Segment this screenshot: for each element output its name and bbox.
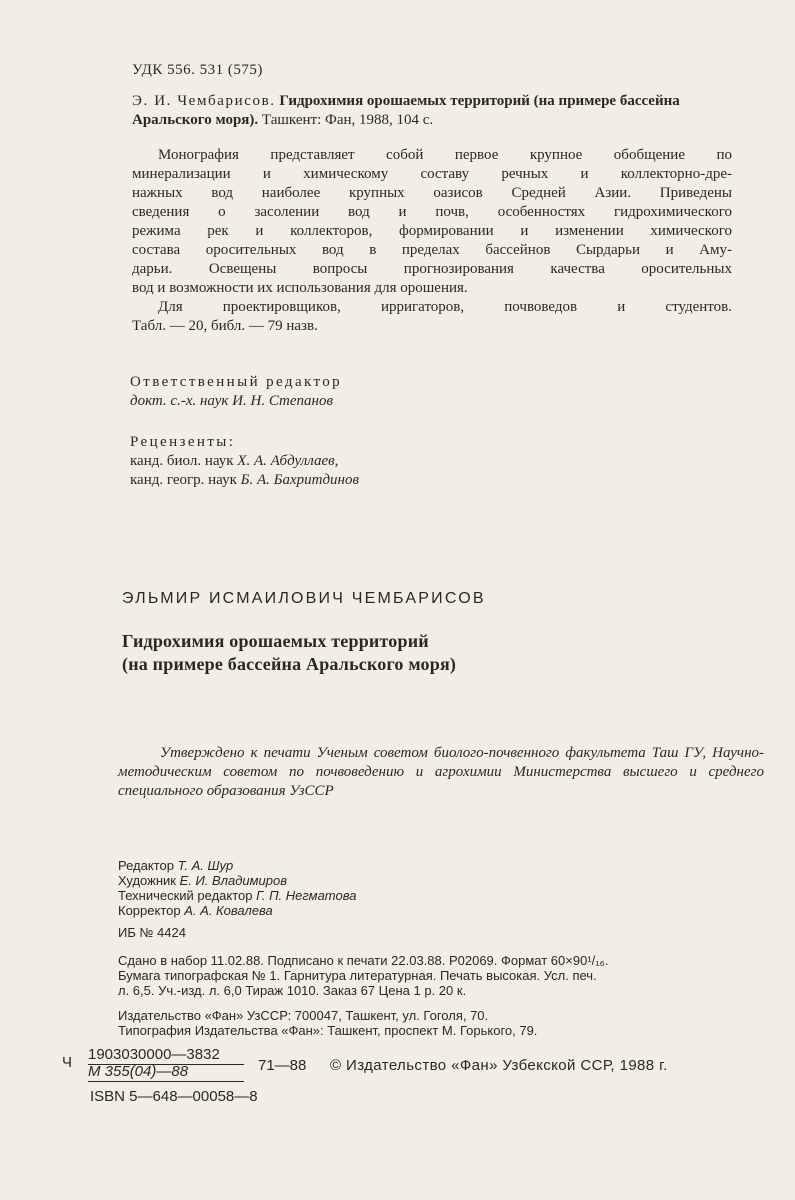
printing-house-line: Типография Издательства «Фан»: Ташкент, проспект М. Горького, 79. xyxy=(118,1023,538,1038)
abstract-line: нажных вод наиболее крупных оазисов Средней Азии. Приведены xyxy=(132,185,732,201)
staff-role: Корректор xyxy=(118,903,181,918)
tables-bibliography-count: Табл. — 20, библ. — 79 назв. xyxy=(132,318,318,334)
citation-publication: Ташкент: Фан, 1988, 104 с. xyxy=(261,112,434,128)
staff-role: Редактор xyxy=(118,858,174,873)
book-title xyxy=(122,630,456,676)
imprint-denominator: М 355(04)—88 xyxy=(88,1063,244,1082)
print-detail-line: Сдано в набор 11.02.88. Подписано к печати 22.03.88. Р02069. Формат 60×90¹/₁₆. xyxy=(118,953,609,968)
responsible-editor-heading: Ответственный редактор xyxy=(130,374,343,390)
isbn: ISBN 5—648—00058—8 xyxy=(90,1088,258,1105)
publisher-line: Издательство «Фан» УзССР: 700047, Ташкент, ул. Гоголя, 70. xyxy=(118,1008,489,1023)
reviewer-degree: канд. биол. наук xyxy=(130,453,234,469)
citation-author: Э. И. Чембарисов. xyxy=(132,93,276,109)
reviewers xyxy=(130,433,359,490)
staff-row xyxy=(118,903,356,918)
reviewer-name: Б. А. Бахритдинов xyxy=(240,472,359,488)
approval-statement: Утверждено к печати Ученым советом биолого-почвенного факультета Таш ГУ, Научно-методическим советом по почвоведению и агрохимии Министерства высшего и среднего специального образования УзССР xyxy=(118,745,764,799)
staff-name: Т. А. Шур xyxy=(177,858,234,873)
staff-row xyxy=(118,888,356,903)
staff-name: Г. П. Негматова xyxy=(256,888,357,903)
abstract-line: вод и возможности их использования для орошения. xyxy=(132,280,468,296)
staff-row xyxy=(118,873,356,888)
staff-role: Художник xyxy=(118,873,176,888)
publisher-info xyxy=(118,1008,537,1038)
reviewer xyxy=(130,452,359,471)
staff-name: А. А. Ковалева xyxy=(184,903,273,918)
author-full-name: ЭЛЬМИР ИСМАИЛОВИЧ ЧЕМБАРИСОВ xyxy=(122,590,486,607)
audience-line: Для проектировщиков, ирригаторов, почвоведов и студентов. xyxy=(158,299,732,315)
book-title-line: (на примере бассейна Аральского моря) xyxy=(122,654,457,674)
staff-role: Технический редактор xyxy=(118,888,253,903)
responsible-editor-name: докт. с.-х. наук И. Н. Степанов xyxy=(130,393,333,409)
imprint-numerator: 1903030000—3832 xyxy=(88,1046,244,1065)
reviewer xyxy=(130,471,359,490)
abstract-line: дарьи. Освещены вопросы прогнозирования качества оросительных xyxy=(132,261,732,277)
print-detail-line: л. 6,5. Уч.-изд. л. 6,0 Тираж 1010. Заказ 67 Цена 1 р. 20 к. xyxy=(118,983,467,998)
copyright-notice: © Издательство «Фан» Узбекской ССР, 1988 г. xyxy=(330,1057,668,1074)
abstract-line: минерализации и химическому составу речных и коллекторно-дре- xyxy=(132,166,732,182)
responsible-editor xyxy=(130,373,342,411)
reviewer-name: Х. А. Абдуллаев, xyxy=(237,453,339,469)
abstract-line: сведения о засолении вод и почв, особенностях гидрохимического xyxy=(132,204,732,220)
bibliographic-citation xyxy=(132,92,732,130)
staff-name: Е. И. Владимиров xyxy=(179,873,288,888)
print-detail-line: Бумага типографская № 1. Гарнитура литературная. Печать высокая. Усл. печ. xyxy=(118,968,597,983)
imprint-code: 71—88 xyxy=(258,1057,307,1074)
ib-number: ИБ № 4424 xyxy=(118,925,186,940)
abstract-line: Монография представляет собой первое крупное обобщение по xyxy=(158,147,732,163)
reviewer-degree: канд. геогр. наук xyxy=(130,472,237,488)
reviewers-heading: Рецензенты: xyxy=(130,434,236,450)
udk-code: УДК 556. 531 (575) xyxy=(132,62,263,78)
citation-title: Гидрохимия орошаемых территорий (на примере бассейна Аральского моря). xyxy=(132,93,680,128)
print-details xyxy=(118,953,609,998)
abstract-line: режима рек и коллекторов, формировании и изменении химического xyxy=(132,223,732,239)
abstract-line: состава оросительных вод в пределах бассейнов Сырдарьи и Аму- xyxy=(132,242,732,258)
imprint-letter: Ч xyxy=(62,1054,72,1071)
abstract xyxy=(132,146,732,336)
staff-credits xyxy=(118,858,356,918)
book-title-line: Гидрохимия орошаемых территорий xyxy=(122,631,429,651)
staff-row xyxy=(118,858,356,873)
